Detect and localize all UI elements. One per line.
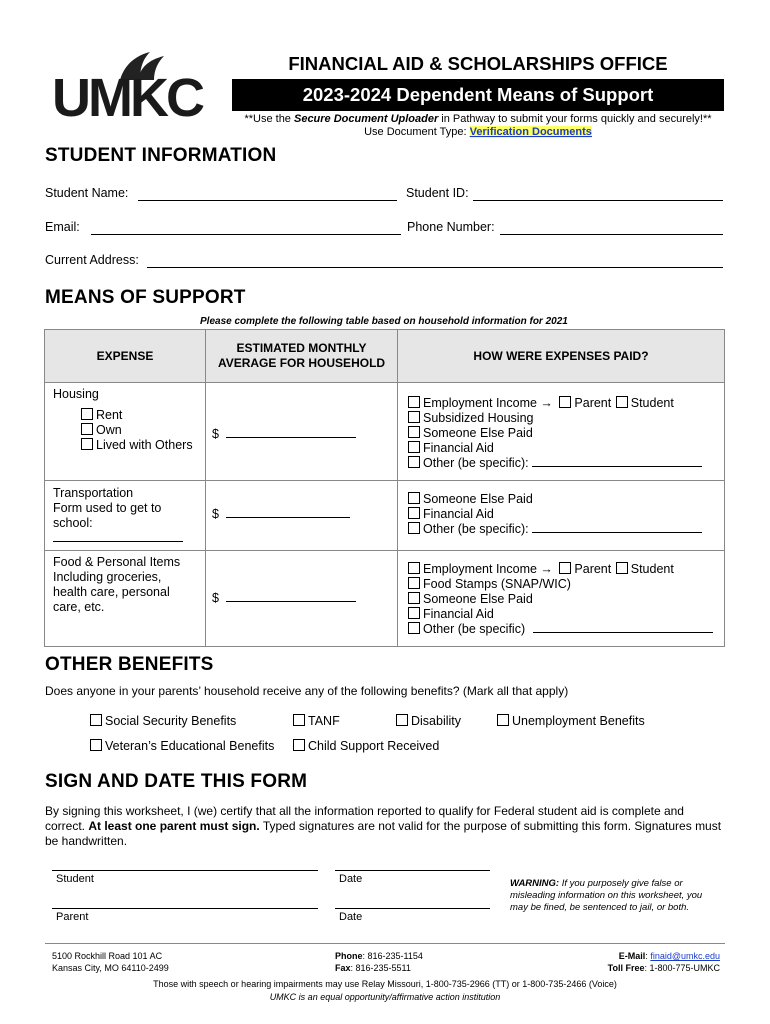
food-student-checkbox[interactable]	[616, 562, 628, 574]
housing-student-checkbox[interactable]	[616, 396, 628, 408]
food-desc-2: health care, personal	[53, 585, 170, 599]
transport-dollar: $	[212, 507, 219, 521]
student-name-field[interactable]	[138, 188, 397, 201]
lived-with-others-checkbox[interactable]	[81, 438, 93, 450]
sign-title: SIGN AND DATE THIS FORM	[45, 771, 308, 792]
food-employment-option[interactable]: Employment Income → Parent Student	[408, 562, 714, 577]
benefits-title: OTHER BENEFITS	[45, 654, 214, 675]
transport-school-label: school:	[53, 516, 93, 530]
parent-date-label: Date	[339, 911, 363, 923]
disability-checkbox[interactable]	[396, 714, 408, 726]
email-label: Email:	[45, 220, 80, 234]
veterans-checkbox[interactable]	[90, 739, 102, 751]
transport-other-option[interactable]: Other (be specific):	[408, 522, 714, 537]
means-table	[44, 329, 725, 647]
housing-parent-checkbox[interactable]	[559, 396, 571, 408]
food-row	[45, 551, 725, 647]
transport-paid-cell	[398, 481, 725, 551]
address-row	[45, 253, 725, 267]
email-field[interactable]	[91, 222, 401, 235]
footer-eo: UMKC is an equal opportunity/affirmative action institution	[269, 992, 501, 1002]
benefit-unemployment[interactable]: Unemployment Benefits	[497, 714, 645, 728]
transport-form-field[interactable]	[53, 535, 183, 542]
col-paid-header: HOW WERE EXPENSES PAID?	[398, 330, 725, 383]
housing-someone-else-option[interactable]: Someone Else Paid	[408, 426, 714, 441]
address-field[interactable]	[147, 255, 723, 268]
transport-financial-aid-option[interactable]: Financial Aid	[408, 507, 714, 522]
transport-label: Transportation	[53, 486, 134, 500]
food-estimate-cell	[206, 551, 398, 647]
food-someone-else-checkbox[interactable]	[408, 592, 420, 604]
housing-dollar: $	[212, 427, 219, 441]
food-employment-checkbox[interactable]	[408, 562, 420, 574]
footer-email-link[interactable]: finaid@umkc.edu	[650, 951, 720, 961]
housing-paid-cell	[398, 383, 725, 481]
footer-phone-fax: Phone: 816-235-1154 Fax: 816-235-5511	[335, 951, 423, 973]
means-title: MEANS OF SUPPORT	[45, 287, 246, 308]
housing-financial-aid-checkbox[interactable]	[408, 441, 420, 453]
housing-row	[45, 383, 725, 481]
means-header-row	[45, 330, 725, 383]
student-signature-label: Student	[56, 873, 94, 885]
student-info-title: STUDENT INFORMATION	[45, 145, 277, 166]
transport-amount-field[interactable]	[226, 507, 350, 518]
parent-date-line[interactable]	[335, 908, 490, 909]
col-expense-header: EXPENSE	[45, 330, 206, 383]
social-security-checkbox[interactable]	[90, 714, 102, 726]
form-title: 2023-2024 Dependent Means of Support	[302, 84, 654, 105]
food-parent-checkbox[interactable]	[559, 562, 571, 574]
food-dollar: $	[212, 591, 219, 605]
umkc-logo	[52, 48, 220, 128]
housing-subsidized-option[interactable]: Subsidized Housing	[408, 411, 714, 426]
benefit-tanf[interactable]: TANF	[293, 714, 340, 728]
footer-relay: Those with speech or hearing impairments may use Relay Missouri, 1-800-735-2966 (TT) or 1-800-735-2466 (Voice)	[153, 979, 617, 989]
student-name-row	[45, 186, 725, 200]
student-name-label: Student Name:	[45, 186, 129, 200]
footer-divider	[45, 943, 725, 944]
food-desc-1: Including groceries,	[53, 570, 162, 584]
benefit-veterans[interactable]: Veteran’s Educational Benefits	[90, 739, 274, 753]
sign-paragraph: By signing this worksheet, I (we) certify that all the information reported to qualify for Federal student aid is complete and correct. At least one parent must sign. Typed signatures are not valid for the purpose of submitting this form. Signatures must be handwritten.	[45, 804, 722, 848]
phone-field[interactable]	[500, 222, 723, 235]
student-date-label: Date	[339, 873, 363, 885]
food-other-checkbox[interactable]	[408, 622, 420, 634]
parent-signature-label: Parent	[56, 911, 89, 923]
food-label: Food & Personal Items	[53, 555, 181, 569]
transport-expense-cell	[45, 481, 206, 551]
verification-documents-link[interactable]: Verification Documents	[469, 126, 592, 138]
food-desc-3: care, etc.	[53, 600, 105, 614]
food-financial-aid-checkbox[interactable]	[408, 607, 420, 619]
food-amount-field[interactable]	[226, 591, 356, 602]
address-label: Current Address:	[45, 253, 139, 267]
office-title: FINANCIAL AID & SCHOLARSHIPS OFFICE	[288, 53, 668, 74]
transport-form-label: Form used to get to	[53, 501, 162, 515]
housing-rent-option[interactable]: Rent	[81, 408, 197, 423]
logo-text: UMKC	[52, 68, 202, 128]
housing-financial-aid-option[interactable]: Financial Aid	[408, 441, 714, 456]
rent-checkbox[interactable]	[81, 408, 93, 420]
student-id-field[interactable]	[473, 188, 723, 201]
housing-subsidized-checkbox[interactable]	[408, 411, 420, 423]
unemployment-checkbox[interactable]	[497, 714, 509, 726]
housing-employment-checkbox[interactable]	[408, 396, 420, 408]
own-checkbox[interactable]	[81, 423, 93, 435]
housing-other-option[interactable]: Other (be specific):	[408, 456, 714, 471]
benefits-question: Does anyone in your parents’ household receive any of the following benefits? (Mark all that apply)	[45, 684, 569, 698]
housing-estimate-cell	[206, 383, 398, 481]
benefit-social-security[interactable]: Social Security Benefits	[90, 714, 236, 728]
transport-someone-else-option[interactable]: Someone Else Paid	[408, 492, 714, 507]
student-date-line[interactable]	[335, 870, 490, 871]
transport-other-checkbox[interactable]	[408, 522, 420, 534]
food-snap-checkbox[interactable]	[408, 577, 420, 589]
footer-address: 5100 Rockhill Road 101 AC Kansas City, MO 64110-2499	[52, 951, 169, 973]
footer-contact: E-Mail: finaid@umkc.edu Toll Free: 1-800-775-UMKC	[607, 951, 720, 973]
transport-row	[45, 481, 725, 551]
transport-other-field[interactable]	[532, 522, 702, 533]
housing-someone-else-checkbox[interactable]	[408, 426, 420, 438]
means-instruction: Please complete the following table based on household information for 2021	[200, 316, 568, 327]
child-support-checkbox[interactable]	[293, 739, 305, 751]
food-other-option[interactable]: Other (be specific)	[408, 622, 714, 637]
food-paid-cell	[398, 551, 725, 647]
benefit-disability[interactable]: Disability	[396, 714, 461, 728]
warning-box: WARNING: If you purposely give false or misleading information on this worksheet, you may be fined, be sentenced to jail, or both.	[510, 878, 703, 913]
housing-label: Housing	[53, 387, 99, 401]
transport-financial-aid-checkbox[interactable]	[408, 507, 420, 519]
food-someone-else-option[interactable]: Someone Else Paid	[408, 592, 714, 607]
housing-employment-option[interactable]: Employment Income → Parent Student	[408, 396, 714, 411]
food-other-field[interactable]	[533, 622, 713, 633]
col-estimated-header: ESTIMATED MONTHLY AVERAGE FOR HOUSEHOLD	[206, 330, 398, 383]
food-expense-cell	[45, 551, 206, 647]
food-financial-aid-option[interactable]: Financial Aid	[408, 607, 714, 622]
student-signature-line[interactable]	[52, 870, 318, 871]
student-id-label: Student ID:	[406, 186, 469, 200]
housing-amount-field[interactable]	[226, 427, 356, 438]
phone-label: Phone Number:	[407, 220, 495, 234]
housing-expense-cell	[45, 383, 206, 481]
benefit-child-support[interactable]: Child Support Received	[293, 739, 439, 753]
parent-signature-line[interactable]	[52, 908, 318, 909]
transport-estimate-cell	[206, 481, 398, 551]
email-row	[45, 220, 725, 234]
housing-lived-others-option[interactable]: Lived with Others	[81, 438, 197, 453]
form-title-bar	[232, 79, 724, 111]
tanf-checkbox[interactable]	[293, 714, 305, 726]
food-snap-option[interactable]: Food Stamps (SNAP/WIC)	[408, 577, 714, 592]
upload-note: **Use the Secure Document Uploader in Pathway to submit your forms quickly and securely!** Use Document Type: Verification Documents	[244, 113, 712, 138]
housing-other-field[interactable]	[532, 456, 702, 467]
transport-someone-else-checkbox[interactable]	[408, 492, 420, 504]
housing-other-checkbox[interactable]	[408, 456, 420, 468]
housing-own-option[interactable]: Own	[81, 423, 197, 438]
